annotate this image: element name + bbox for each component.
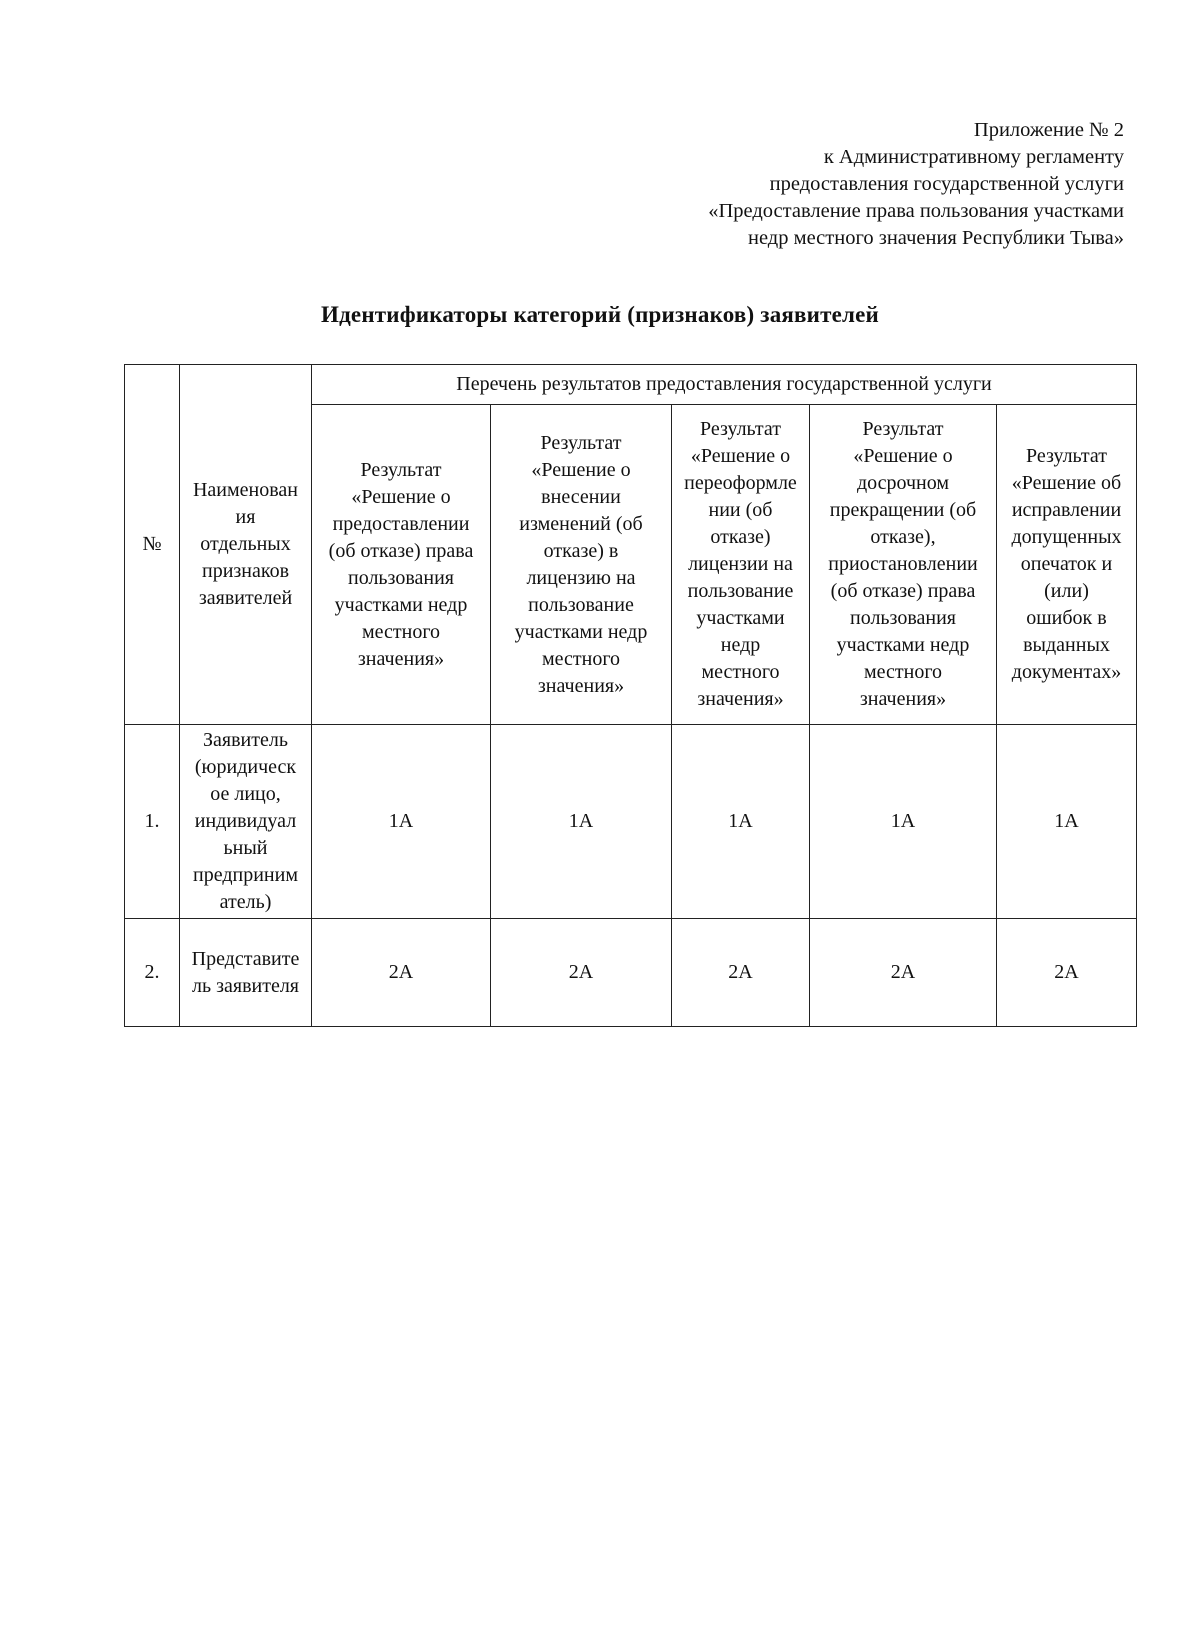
table-row	[125, 919, 1137, 1027]
row-applicant-name: Заявитель (юридическ ое лицо, индивидуал ьный предприним атель)	[180, 725, 312, 919]
document-title: Идентификаторы категорий (признаков) заявителей	[320, 302, 880, 327]
row-value: 1А	[997, 725, 1137, 919]
header-result: Результат «Решение о внесении изменений (об отказе) в лицензию на пользование участками недр местного значения»	[491, 405, 672, 725]
row-number: 2.	[125, 919, 180, 1027]
row-value: 2А	[312, 919, 491, 1027]
row-value: 2А	[491, 919, 672, 1027]
header-applicant-name: Наименован ия отдельных признаков заявителей	[180, 365, 312, 725]
appendix-line: Приложение № 2	[973, 119, 1124, 141]
row-applicant-name: Представите ль заявителя	[180, 919, 312, 1027]
table-row	[125, 725, 1137, 919]
header-result: Результат «Решение о досрочном прекращении (об отказе), приостановлении (об отказе) права пользования участками недр местного значения»	[810, 405, 997, 725]
appendix-line: «Предоставление права пользования участками	[708, 200, 1124, 222]
table-header-row	[125, 365, 1137, 405]
row-value: 1А	[312, 725, 491, 919]
row-value: 2А	[672, 919, 810, 1027]
appendix-line: к Административному регламенту	[823, 146, 1124, 168]
row-number: 1.	[125, 725, 180, 919]
row-value: 1А	[810, 725, 997, 919]
header-result: Результат «Решение о переоформле нии (об отказе) лицензии на пользование участками недр местного значения»	[672, 405, 810, 725]
row-value: 1А	[672, 725, 810, 919]
identifiers-table	[124, 364, 1137, 1027]
appendix-line: недр местного значения Республики Тыва»	[748, 227, 1124, 249]
row-value: 2А	[997, 919, 1137, 1027]
appendix-line: предоставления государственной услуги	[769, 173, 1124, 195]
header-result: Результат «Решение о предоставлении (об отказе) права пользования участками недр местного значения»	[312, 405, 491, 725]
header-results-group: Перечень результатов предоставления государственной услуги	[312, 365, 1137, 405]
header-result: Результат «Решение об исправлении допущенных опечаток и (или) ошибок в выданных документах»	[997, 405, 1137, 725]
row-value: 2А	[810, 919, 997, 1027]
row-value: 1А	[491, 725, 672, 919]
header-number: №	[125, 365, 180, 725]
appendix-block	[708, 117, 1124, 252]
